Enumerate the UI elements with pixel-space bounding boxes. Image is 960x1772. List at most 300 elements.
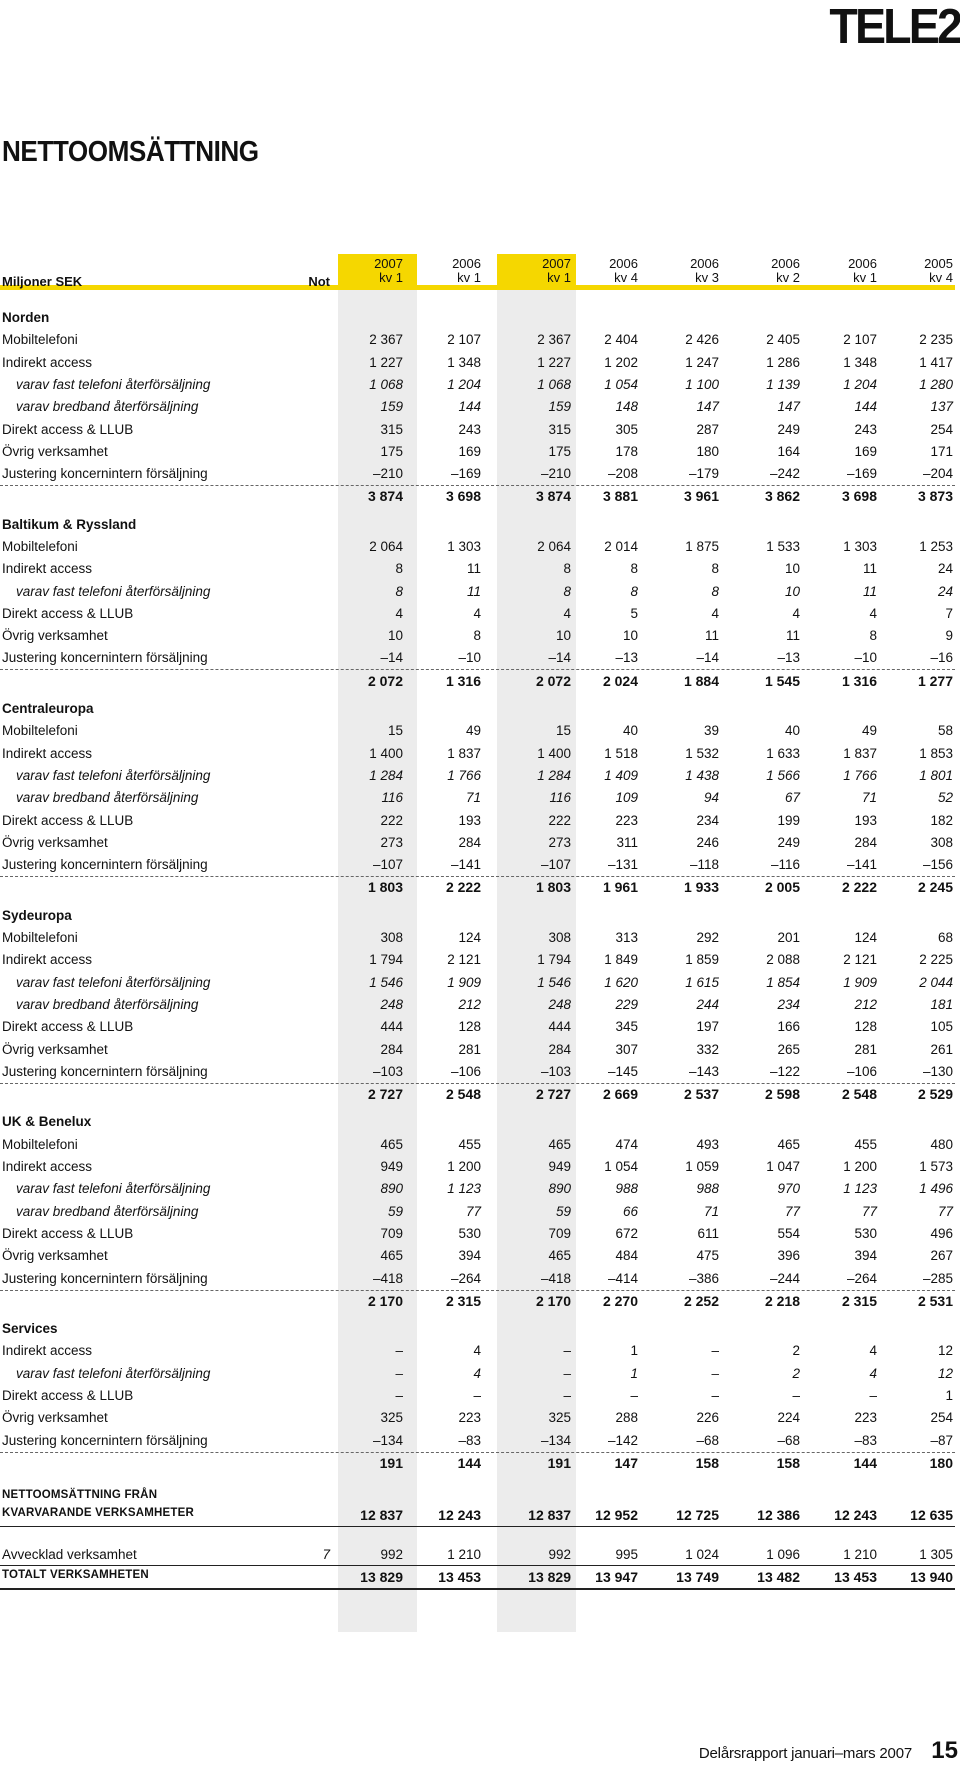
cell-value: 2 315: [445, 1293, 481, 1309]
cell-value: 248: [380, 997, 403, 1012]
cell-value: 465: [777, 1137, 800, 1152]
row-label: Justering koncernintern försäljning: [2, 466, 208, 481]
cell-value: 2 014: [604, 539, 638, 554]
cell-value: 995: [615, 1547, 638, 1562]
cell-value: 13 829: [528, 1569, 571, 1585]
cell-value: 1 546: [369, 975, 403, 990]
cell-value: –87: [930, 1433, 953, 1448]
cell-value: 1 766: [447, 768, 481, 783]
cell-value: 13 453: [438, 1569, 481, 1585]
cell-value: 181: [930, 997, 953, 1012]
cell-value: 212: [854, 997, 877, 1012]
table-row: [0, 581, 955, 603]
cell-value: 484: [615, 1248, 638, 1263]
cell-value: 305: [615, 422, 638, 437]
cell-value: 284: [548, 1042, 571, 1057]
row-label: Övrig verksamhet: [2, 1042, 108, 1057]
cell-value: 315: [380, 422, 403, 437]
cell-value: 158: [776, 1455, 800, 1471]
row-label: Avvecklad verksamhet: [2, 1547, 137, 1562]
cell-value: 1 227: [369, 355, 403, 370]
cell-value: 1 100: [685, 377, 719, 392]
row-label: KVARVARANDE VERKSAMHETER: [2, 1507, 195, 1519]
cell-value: –242: [769, 466, 800, 481]
row-label: Övrig verksamhet: [2, 628, 108, 643]
table-row: [0, 1407, 955, 1429]
cell-value: 124: [854, 930, 877, 945]
cell-value: 287: [696, 422, 719, 437]
cell-value: 465: [380, 1248, 403, 1263]
cell-value: 4: [473, 1343, 481, 1358]
section-header: [0, 514, 955, 536]
cell-value: 24: [937, 584, 953, 599]
cell-value: 1 438: [685, 768, 719, 783]
cell-value: 325: [380, 1410, 403, 1425]
cell-value: 144: [853, 1455, 877, 1471]
cell-value: 493: [696, 1137, 719, 1152]
cell-value: 248: [548, 997, 571, 1012]
cell-value: 2 598: [764, 1086, 800, 1102]
row-label: UK & Benelux: [2, 1114, 92, 1129]
row-label: Justering koncernintern försäljning: [2, 1064, 208, 1079]
table-row: [0, 603, 955, 625]
table-row: [0, 743, 955, 765]
column-year: 2006: [609, 256, 638, 271]
cell-value: 1 059: [685, 1159, 719, 1174]
cell-value: 949: [380, 1159, 403, 1174]
row-label: varav bredband återförsäljning: [16, 399, 199, 414]
cell-value: –134: [540, 1433, 571, 1448]
cell-value: 59: [387, 1204, 403, 1219]
column-quarter: kv 1: [853, 270, 877, 285]
column-year: 2006: [690, 256, 719, 271]
row-label: varav fast telefoni återförsäljning: [16, 377, 211, 392]
cell-value: 166: [777, 1019, 800, 1034]
cell-value: 1 200: [447, 1159, 481, 1174]
column-header: [807, 257, 877, 285]
row-label: Indirekt access: [2, 561, 93, 576]
cell-value: 175: [380, 444, 403, 459]
cell-value: 1 909: [447, 975, 481, 990]
cell-value: –13: [615, 650, 638, 665]
cell-value: 3 881: [602, 488, 638, 504]
cell-value: 4: [869, 1343, 877, 1358]
cell-value: –103: [372, 1064, 403, 1079]
cell-value: 8: [869, 628, 877, 643]
cell-value: 3 961: [683, 488, 719, 504]
table-row: [0, 994, 955, 1016]
cell-value: 10: [555, 628, 571, 643]
cell-value: 1 837: [843, 746, 877, 761]
cell-value: –156: [922, 857, 953, 872]
cell-value: 147: [777, 399, 800, 414]
row-label: Övrig verksamhet: [2, 1248, 108, 1263]
table-row: [0, 854, 955, 877]
table-row: [0, 463, 955, 486]
row-label: varav bredband återförsäljning: [16, 997, 199, 1012]
row-label: varav bredband återförsäljning: [16, 790, 199, 805]
cell-value: 1 305: [919, 1547, 953, 1562]
cell-value: 193: [458, 813, 481, 828]
cell-value: 1 573: [919, 1159, 953, 1174]
cell-value: 11: [466, 561, 481, 576]
cell-value: 254: [930, 1410, 953, 1425]
cell-value: 1 803: [367, 879, 403, 895]
cell-value: –418: [372, 1271, 403, 1286]
cell-value: 180: [696, 444, 719, 459]
cell-value: 246: [696, 835, 719, 850]
cell-value: –130: [922, 1064, 953, 1079]
continuing-ops-row: [0, 1504, 955, 1527]
cell-value: 2 426: [685, 332, 719, 347]
cell-value: –145: [607, 1064, 638, 1079]
cell-value: 281: [458, 1042, 481, 1057]
cell-value: –107: [372, 857, 403, 872]
table-row: [0, 396, 955, 418]
cell-value: 1 766: [843, 768, 877, 783]
cell-value: 394: [854, 1248, 877, 1263]
cell-value: 611: [697, 1226, 719, 1241]
cell-value: –116: [770, 857, 800, 872]
cell-value: –14: [380, 650, 403, 665]
column-year: 2007: [542, 256, 571, 271]
cell-value: 949: [548, 1159, 571, 1174]
column-header: [730, 257, 800, 285]
cell-value: –134: [372, 1433, 403, 1448]
cell-value: –208: [607, 466, 638, 481]
table-row: [0, 1016, 955, 1038]
cell-value: 2 170: [367, 1293, 403, 1309]
cell-value: –14: [548, 650, 571, 665]
cell-value: –107: [540, 857, 571, 872]
cell-value: 13 947: [595, 1569, 638, 1585]
cell-value: 249: [777, 835, 800, 850]
cell-value: 308: [548, 930, 571, 945]
cell-value: –68: [696, 1433, 719, 1448]
cell-value: 77: [861, 1204, 877, 1219]
row-label: Direkt access & LLUB: [2, 813, 134, 828]
cell-value: 1 247: [685, 355, 719, 370]
cell-value: –: [395, 1343, 403, 1358]
cell-value: 4: [563, 606, 571, 621]
cell-value: 66: [622, 1204, 638, 1219]
cell-value: 8: [395, 561, 403, 576]
cell-value: –210: [372, 466, 403, 481]
cell-value: 1 047: [766, 1159, 800, 1174]
cell-value: 2 315: [841, 1293, 877, 1309]
cell-value: 1 123: [447, 1181, 481, 1196]
cell-value: 672: [615, 1226, 638, 1241]
row-label: varav fast telefoni återförsäljning: [16, 584, 211, 599]
column-quarter: kv 3: [695, 270, 719, 285]
cell-value: –: [563, 1366, 571, 1381]
cell-value: 197: [696, 1019, 719, 1034]
cell-value: 4: [395, 606, 403, 621]
cell-value: 12 837: [360, 1507, 403, 1523]
table-row: [0, 536, 955, 558]
cell-value: 396: [777, 1248, 800, 1263]
cell-value: 1 532: [685, 746, 719, 761]
cell-value: 332: [696, 1042, 719, 1057]
cell-value: 1 068: [537, 377, 571, 392]
table-row: [0, 1201, 955, 1223]
cell-value: 1 202: [604, 355, 638, 370]
cell-value: 77: [465, 1204, 481, 1219]
cell-value: –83: [458, 1433, 481, 1448]
row-label: Direkt access & LLUB: [2, 606, 134, 621]
cell-value: –: [630, 1388, 638, 1403]
cell-value: 1 123: [843, 1181, 877, 1196]
table-row: [0, 1156, 955, 1178]
header-rule: [0, 285, 955, 290]
cell-value: 2: [792, 1366, 800, 1381]
cell-value: 8: [630, 584, 638, 599]
cell-value: –: [711, 1388, 719, 1403]
subtotal-row: [0, 1290, 955, 1312]
cell-value: 234: [696, 813, 719, 828]
cell-value: 1 849: [604, 952, 638, 967]
cell-value: 8: [563, 584, 571, 599]
cell-value: 15: [555, 723, 571, 738]
cell-value: 4: [711, 606, 719, 621]
cell-value: 58: [937, 723, 953, 738]
cell-value: 2 548: [445, 1086, 481, 1102]
cell-value: 1 303: [447, 539, 481, 554]
cell-value: 13 482: [757, 1569, 800, 1585]
cell-value: –141: [450, 857, 481, 872]
cell-value: 307: [615, 1042, 638, 1057]
cell-value: 222: [548, 813, 571, 828]
cell-value: 284: [458, 835, 481, 850]
cell-value: 2 405: [766, 332, 800, 347]
column-quarter: kv 4: [929, 270, 953, 285]
cell-value: 1 400: [537, 746, 571, 761]
cell-value: 273: [548, 835, 571, 850]
table-row: [0, 625, 955, 647]
cell-value: 116: [381, 790, 403, 805]
cell-value: –122: [769, 1064, 800, 1079]
cell-value: 12 952: [595, 1507, 638, 1523]
cell-value: 212: [458, 997, 481, 1012]
column-year: 2007: [374, 256, 403, 271]
row-label: Baltikum & Ryssland: [2, 517, 137, 532]
row-label: Indirekt access: [2, 952, 93, 967]
cell-value: 10: [387, 628, 403, 643]
cell-value: 325: [548, 1410, 571, 1425]
cell-value: 1 054: [604, 377, 638, 392]
section-header: [0, 698, 955, 720]
cell-value: 2 235: [919, 332, 953, 347]
cell-value: 345: [615, 1019, 638, 1034]
cell-value: –13: [777, 650, 800, 665]
cell-value: 1 794: [369, 952, 403, 967]
cell-value: 244: [696, 997, 719, 1012]
table-row: [0, 419, 955, 441]
cell-value: 159: [548, 399, 571, 414]
cell-value: 1 284: [537, 768, 571, 783]
cell-value: 1 496: [919, 1181, 953, 1196]
cell-value: 147: [614, 1455, 638, 1471]
table-row: [0, 1134, 955, 1156]
cell-value: 199: [777, 813, 800, 828]
header-not: Not: [308, 274, 330, 289]
row-label: Justering koncernintern försäljning: [2, 1271, 208, 1286]
table-row: [0, 810, 955, 832]
cell-value: 234: [777, 997, 800, 1012]
cell-value: 267: [930, 1248, 953, 1263]
cell-value: 265: [777, 1042, 800, 1057]
table-row: [0, 720, 955, 742]
cell-value: 243: [854, 422, 877, 437]
cell-value: 40: [784, 723, 800, 738]
table-row: [0, 647, 955, 670]
subtotal-row: [0, 485, 955, 507]
cell-value: 992: [380, 1547, 403, 1562]
cell-value: 182: [930, 813, 953, 828]
cell-value: 3 862: [764, 488, 800, 504]
table-row: [0, 927, 955, 949]
cell-value: 223: [615, 813, 638, 828]
cell-value: 1 316: [445, 673, 481, 689]
row-label: varav bredband återförsäljning: [16, 1204, 199, 1219]
column-year: 2006: [848, 256, 877, 271]
cell-value: 24: [937, 561, 953, 576]
cell-value: 3 874: [367, 488, 403, 504]
row-label: Direkt access & LLUB: [2, 422, 134, 437]
cell-value: 1 210: [447, 1547, 481, 1562]
cell-value: 109: [615, 790, 638, 805]
column-header: [649, 257, 719, 285]
cell-value: 1 204: [843, 377, 877, 392]
cell-value: 2: [792, 1343, 800, 1358]
row-label: Mobiltelefoni: [2, 1137, 78, 1152]
cell-value: 2 537: [683, 1086, 719, 1102]
cell-value: –131: [607, 857, 638, 872]
table-row: [0, 832, 955, 854]
cell-value: 12: [937, 1366, 953, 1381]
table-row: [0, 972, 955, 994]
cell-value: 2 222: [445, 879, 481, 895]
cell-value: 77: [937, 1204, 953, 1219]
cell-value: 2 064: [537, 539, 571, 554]
cell-value: 1 316: [841, 673, 877, 689]
table-row: [0, 949, 955, 971]
cell-value: 67: [784, 790, 800, 805]
cell-value: 2 107: [843, 332, 877, 347]
cell-value: 1 348: [447, 355, 481, 370]
cell-value: 180: [929, 1455, 953, 1471]
cell-value: 8: [711, 584, 719, 599]
cell-value: 2 367: [369, 332, 403, 347]
cell-value: 77: [784, 1204, 800, 1219]
total-row: [0, 1566, 955, 1590]
cell-value: –264: [846, 1271, 877, 1286]
cell-value: 11: [704, 628, 719, 643]
cell-value: 148: [615, 399, 638, 414]
cell-value: 249: [777, 422, 800, 437]
row-label: Övrig verksamhet: [2, 835, 108, 850]
cell-value: 3 698: [841, 488, 877, 504]
cell-value: 1 633: [766, 746, 800, 761]
cell-value: –: [395, 1366, 403, 1381]
cell-value: –118: [689, 857, 719, 872]
cell-value: 105: [930, 1019, 953, 1034]
cell-value: 2 005: [764, 879, 800, 895]
cell-value: 1 518: [604, 746, 638, 761]
row-label: Indirekt access: [2, 1343, 93, 1358]
cell-value: 465: [380, 1137, 403, 1152]
cell-value: 171: [930, 444, 953, 459]
cell-value: 4: [792, 606, 800, 621]
column-year: 2005: [924, 256, 953, 271]
row-label: Direkt access & LLUB: [2, 1019, 134, 1034]
cell-value: 292: [696, 930, 719, 945]
row-label: Sydeuropa: [2, 908, 72, 923]
tele2-logo: TELE2: [829, 0, 960, 54]
cell-value: 530: [458, 1226, 481, 1241]
subtotal-row: [0, 670, 955, 692]
cell-value: 1 875: [685, 539, 719, 554]
cell-value: 2 529: [917, 1086, 953, 1102]
cell-value: –179: [688, 466, 719, 481]
cell-value: 13 749: [676, 1569, 719, 1585]
cell-value: 5: [630, 606, 638, 621]
cell-value: 1 417: [919, 355, 953, 370]
cell-value: –: [711, 1366, 719, 1381]
cell-value: –142: [607, 1433, 638, 1448]
column-header: [568, 257, 638, 285]
cell-value: 224: [777, 1410, 800, 1425]
cell-value: 2 024: [602, 673, 638, 689]
cell-value: 137: [930, 399, 953, 414]
page-title: NETTOOMSÄTTNING: [2, 136, 259, 168]
cell-value: 175: [548, 444, 571, 459]
cell-value: 1 348: [843, 355, 877, 370]
cell-value: 12 635: [910, 1507, 953, 1523]
cell-value: 261: [930, 1042, 953, 1057]
cell-value: 308: [930, 835, 953, 850]
cell-value: 890: [380, 1181, 403, 1196]
column-header: [411, 257, 481, 285]
cell-value: 284: [854, 835, 877, 850]
column-quarter: kv 1: [547, 270, 571, 285]
cell-value: 554: [777, 1226, 800, 1241]
row-label: varav fast telefoni återförsäljning: [16, 768, 211, 783]
cell-value: 1: [945, 1388, 953, 1403]
cell-value: –169: [846, 466, 877, 481]
row-label: Övrig verksamhet: [2, 444, 108, 459]
table-row: [0, 1178, 955, 1200]
cell-value: 164: [777, 444, 800, 459]
row-label: Övrig verksamhet: [2, 1410, 108, 1425]
cell-value: 3 874: [535, 488, 571, 504]
cell-value: –: [869, 1388, 877, 1403]
page-number: 15: [931, 1737, 958, 1764]
table-row: [0, 787, 955, 809]
cell-value: 8: [630, 561, 638, 576]
cell-value: –103: [540, 1064, 571, 1079]
cell-value: 970: [777, 1181, 800, 1196]
cell-value: 10: [784, 561, 800, 576]
cell-value: 1 024: [685, 1547, 719, 1562]
row-label: varav fast telefoni återförsäljning: [16, 975, 211, 990]
cell-value: –: [563, 1388, 571, 1403]
row-label: Justering koncernintern försäljning: [2, 650, 208, 665]
cell-value: 169: [854, 444, 877, 459]
cell-value: 465: [548, 1248, 571, 1263]
row-label: Indirekt access: [2, 1159, 93, 1174]
cell-value: 144: [458, 399, 481, 414]
